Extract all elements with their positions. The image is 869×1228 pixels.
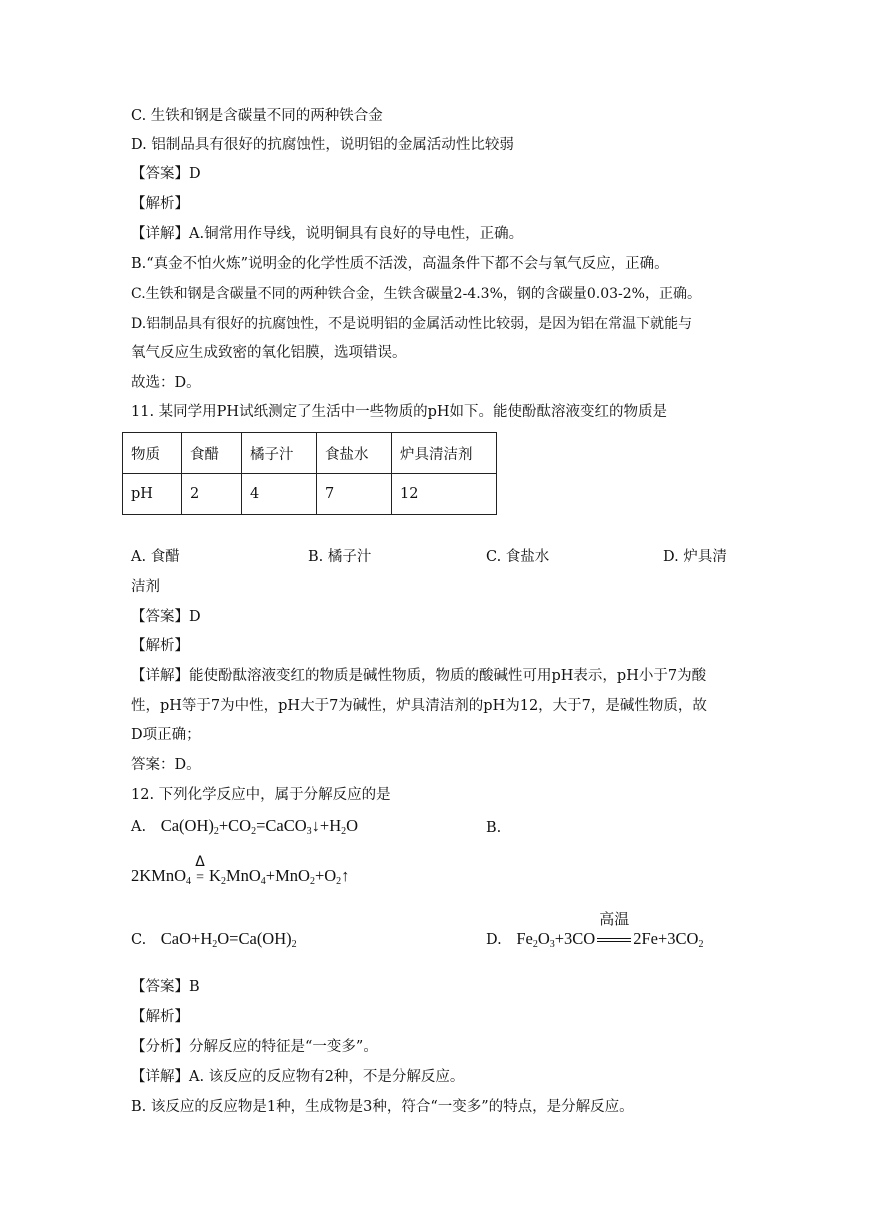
- q12-option-d-label: D.: [486, 932, 502, 948]
- q11-option-d-cont: 洁剂: [131, 579, 160, 595]
- q11-detail-3: D项正确；: [131, 727, 201, 743]
- table-cell: 橘子汁: [242, 433, 317, 474]
- q12-analyze: 【分析】分解反应的特征是“一变多”。: [131, 1039, 378, 1055]
- q11-final: 答案：D。: [131, 757, 201, 773]
- prev-option-d: D. 铝制品具有很好的抗腐蚀性，说明铝的金属活动性比较弱: [131, 137, 514, 153]
- q12-answer: 【答案】B: [131, 979, 200, 995]
- q12-option-d: [486, 910, 704, 955]
- q12-detail-b: B. 该反应的反应物是1种，生成物是3种，符合“一变多”的特点，是分解反应。: [131, 1099, 634, 1115]
- q11-stem: 11. 某同学用PH试纸测定了生活中一些物质的pH如下。能使酚酞溶液变红的物质是: [131, 404, 667, 420]
- high-temp-condition: 高温: [599, 910, 630, 928]
- prev-detail-c: C.生铁和钢是含碳量不同的两种铁合金，生铁含碳量2-4.3%，钢的含碳量0.03-2%，正确。: [131, 286, 701, 302]
- prev-detail-a: 【详解】A.铜常用作导线，说明铜具有良好的导电性，正确。: [131, 226, 524, 242]
- q12-analysis-heading: 【解析】: [131, 1009, 189, 1025]
- prev-final: 故选：D。: [131, 375, 201, 391]
- q11-option-b: B. 橘子汁: [308, 549, 372, 565]
- q12-option-c: [131, 929, 297, 955]
- prev-detail-d: D.铝制品具有很好的抗腐蚀性，不是说明铝的金属活动性比较弱，是因为铝在常温下就能与: [131, 316, 693, 332]
- prev-analysis-heading: 【解析】: [131, 196, 189, 212]
- q11-option-a: A. 食醋: [131, 549, 180, 565]
- q12-option-a-label: A.: [131, 819, 147, 835]
- q12-stem: 12. 下列化学反应中，属于分解反应的是: [131, 787, 391, 803]
- table-cell: 2: [182, 474, 242, 515]
- q12-option-c-label: C.: [131, 932, 147, 948]
- prev-detail-d-cont: 氧气反应生成致密的氧化铝膜，选项错误。: [131, 345, 407, 361]
- table-cell: pH: [123, 474, 182, 515]
- q12-detail-a: 【详解】A. 该反应的反应物有2种，不是分解反应。: [131, 1069, 465, 1085]
- table-cell: 12: [392, 474, 497, 515]
- q11-analysis-heading: 【解析】: [131, 638, 189, 654]
- prev-option-c: C. 生铁和钢是含碳量不同的两种铁合金: [131, 108, 383, 124]
- ph-table: [122, 432, 497, 515]
- table-row: [123, 433, 497, 474]
- q11-answer: 【答案】D: [131, 609, 201, 625]
- equation-b: 2KMnO$_4$ Δ = $K_2MnO_4+MnO_2+O_2↑$: [131, 854, 350, 887]
- table-cell: 炉具清洁剂: [392, 433, 497, 474]
- q11-detail-1: 【详解】能使酚酞溶液变红的物质是碱性物质，物质的酸碱性可用pH表示，pH小于7为酸: [131, 668, 707, 684]
- q12-option-a: [131, 816, 358, 842]
- prev-detail-b: B.“真金不怕火炼”说明金的化学性质不活泼，高温条件下都不会与氧气反应，正确。: [131, 256, 669, 272]
- q11-option-c: C. 食盐水: [486, 549, 550, 565]
- prev-answer: 【答案】D: [131, 166, 201, 182]
- equation-a: $Ca(OH)_2+CO_2=CaCO_3↓+H_2O$: [160, 816, 359, 837]
- q11-detail-2: 性，pH等于7为中性，pH大于7为碱性，炉具清洁剂的pH为12，大于7，是碱性物质，故: [131, 698, 707, 714]
- table-cell: 食醋: [182, 433, 242, 474]
- q11-option-d: D. 炉具清: [663, 549, 727, 565]
- q12-option-b-label: B.: [486, 820, 502, 836]
- equation-d: $Fe_2O_3+3CO$ 高温 $2Fe+3CO_2$: [516, 910, 704, 950]
- equation-c: $CaO+H_2O=Ca(OH)_2$: [160, 929, 297, 950]
- table-cell: 食盐水: [317, 433, 392, 474]
- table-cell: 7: [317, 474, 392, 515]
- heat-condition: Δ: [195, 854, 205, 870]
- table-row: [123, 474, 497, 515]
- table-cell: 物质: [123, 433, 182, 474]
- table-cell: 4: [242, 474, 317, 515]
